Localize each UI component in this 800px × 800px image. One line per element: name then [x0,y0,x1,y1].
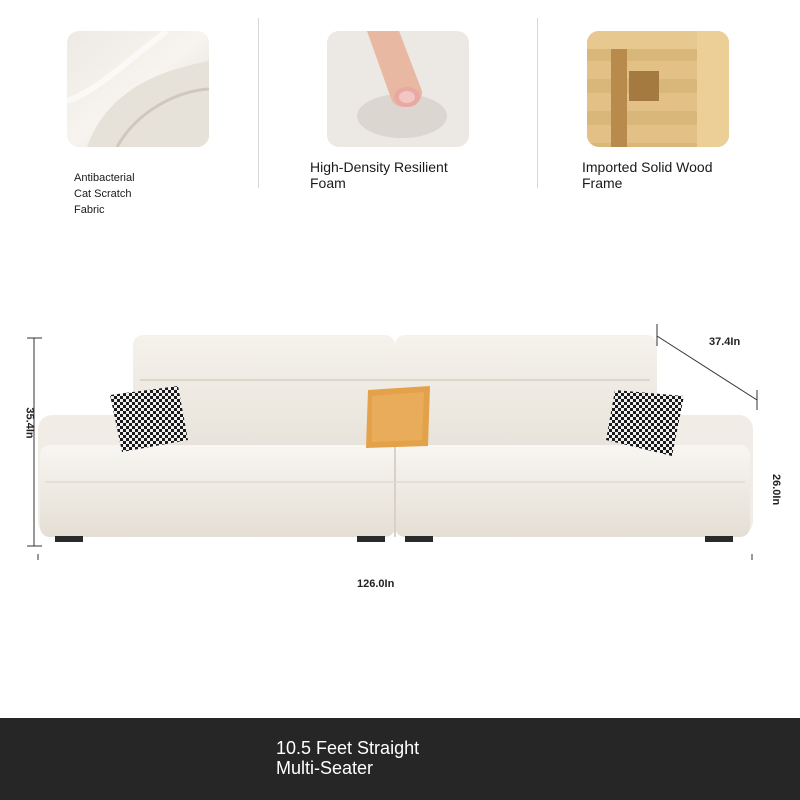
feature-label: High-Density Resilient Foam [310,159,448,191]
footer-title-line1: 10.5 Feet Straight [276,738,420,758]
feature-label: Antibacterial Cat Scratch Fabric [74,172,135,216]
divider [537,18,538,188]
fabric-texture-image [67,31,209,147]
depth-dimension-label: 37.4In [709,336,741,348]
height-dimension-label: 35.4In [23,407,36,439]
footer-banner [0,718,800,800]
footer-title-line2: Multi-Seater [276,758,374,778]
footer-title [276,738,419,778]
feature-label: Imported Solid Wood Frame [582,159,713,191]
sofa-image [0,300,800,560]
foam-press-image [327,31,469,147]
divider [258,18,259,188]
width-dimension-label: 126.0In [357,578,395,590]
seat-height-dimension-label: 26.0In [770,474,782,506]
wood-frame-image [587,31,729,147]
